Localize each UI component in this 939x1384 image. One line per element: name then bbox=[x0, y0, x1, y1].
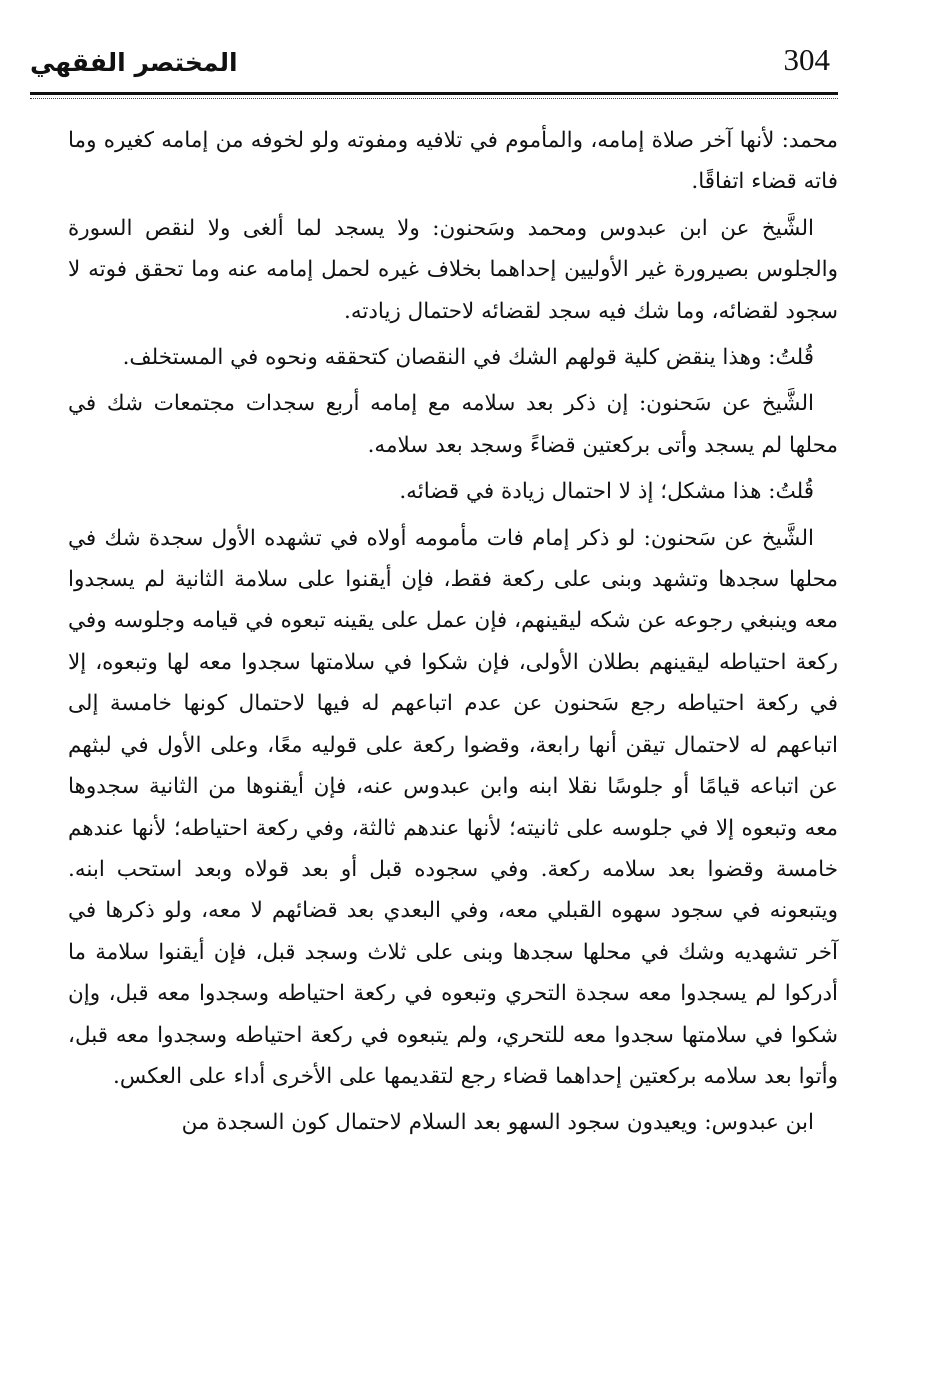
page-number: 304 bbox=[783, 42, 830, 77]
paragraph: قُلتُ: وهذا ينقض كلية قولهم الشك في النقصان كتحققه ونحوه في المستخلف. bbox=[122, 345, 814, 371]
running-title: المختصر الفقهي bbox=[30, 48, 238, 77]
paragraph: محمد: لأنها آخر صلاة إمامه، والمأموم في تلافيه ومفوته ولو لخوفه من إمامه كغيره وما فاته قضاء اتفاقًا. bbox=[68, 128, 838, 195]
paragraph: الشَّيخ عن سَحنون: لو ذكر إمام فات مأمومه أولاه في تشهده الأول سجدة شك في محلها سجدها وتشهد وبنى على ركعة فقط، فإن أيقنوا على سلامة الثانية لم يسجدوا معه وينبغي رجوعه عن شكه ليقينهم، فإن عمل على يقينه تبعوه في قيامه وجلوسه وفي ركعة احتياطه ليقينهم بطلان الأولى، فإن شكوا في سلامتها سجدوا معه لها وتبعوه، إلا في ركعة احتياطه رجع سَحنون عن عدم اتباعهم له فيها لاحتمال كونها خامسة إلى اتباعهم له لاحتمال تيقن أنها رابعة، وقضوا ركعة على قوليه معًا، وعلى الأول في لبثهم عن اتباعه قيامًا أو جلوسًا نقلا ابنه وابن عبدوس عنه، فإن أيقنوها من الثانية سجدوها معه وتبعوه إلا في جلوسه على ثانيته؛ لأنها عندهم ثالثة، وفي ركعة احتياطه؛ لأنها عندهم خامسة وقضوا بعد سلامه ركعة. وفي سجوده قبل أو بعد قولاه وبعد استحب ابنه. ويتبعونه في سجود سهوه القبلي معه، وفي البعدي بعد قضائهم لا معه، ولو ذكرها في آخر تشهديه وشك في محلها سجدها وبنى على ثلاث وسجد قبل، فإن أيقنوا سلامة ما أدركوا لم يسجدوا معه سجدة التحري وتبعوه في ركعة احتياطه وسجدوا معه قبل، وإن شكوا في سلامتها سجدوا معه للتحري، ولم يتبعوه في ركعة احتياطه وسجدوا معه قبل، وأتوا بعد سلامه بركعتين إحداهما قضاء رجع لتقديمها على الأخرى أداء على العكس. bbox=[68, 525, 838, 1089]
paragraph: الشَّيخ عن ابن عبدوس ومحمد وسَحنون: ولا يسجد لما ألغى ولا لنقص السورة والجلوس بصيرورة غير الأوليين إحداهما بخلاف غيره لحمل إمامه عنه وما تحقق فوته لا سجود لقضائه، وما شك فيه سجد لقضائه لاحتمال زيادته. bbox=[68, 215, 838, 324]
header-divider bbox=[30, 92, 838, 95]
paragraph: قُلتُ: هذا مشكل؛ إذ لا احتمال زيادة في قضائه. bbox=[399, 479, 814, 505]
page-header bbox=[30, 38, 835, 93]
paragraph: الشَّيخ عن سَحنون: إن ذكر بعد سلامه مع إمامه أربع سجدات مجتمعات شك في محلها لم يسجد وأتى بركعتين قضاءً وسجد بعد سلامه. bbox=[68, 391, 838, 458]
header-divider-dotted bbox=[30, 98, 838, 99]
paragraph: ابن عبدوس: ويعيدون سجود السهو بعد السلام لاحتمال كون السجدة من bbox=[181, 1110, 814, 1136]
body-text bbox=[68, 120, 838, 1149]
